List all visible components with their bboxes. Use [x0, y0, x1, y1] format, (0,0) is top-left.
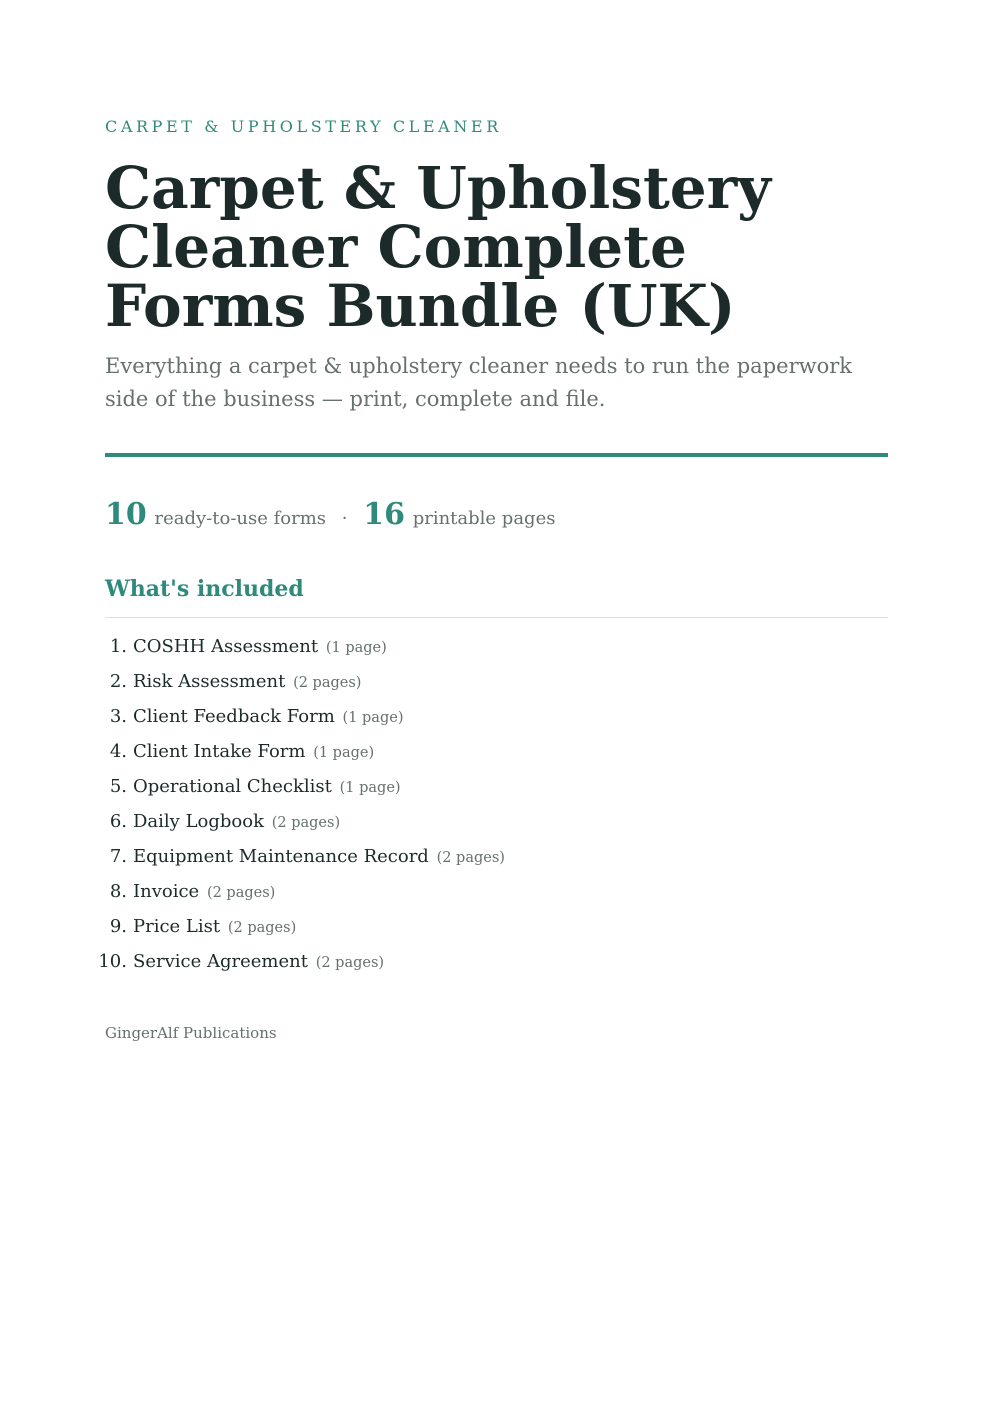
- item-number: 7.: [109, 846, 127, 867]
- item-pages: (2 pages): [227, 920, 297, 936]
- forms-label: ready-to-use forms: [154, 508, 327, 529]
- list-item: [105, 629, 505, 664]
- item-pages: (1 page): [313, 745, 375, 761]
- item-name: Risk Assessment: [133, 671, 286, 692]
- stats-separator: ·: [341, 508, 348, 529]
- item-pages: (1 page): [342, 710, 404, 726]
- item-pages: (2 pages): [315, 955, 385, 971]
- item-number: 6.: [109, 811, 127, 832]
- item-name: Equipment Maintenance Record: [133, 846, 429, 867]
- accent-divider: [105, 453, 888, 457]
- page-subtitle: Everything a carpet & upholstery cleaner needs to run the paperwork side of the business — print, complete and file.: [105, 354, 852, 411]
- item-name: COSHH Assessment: [133, 636, 319, 657]
- list-item: [105, 839, 505, 874]
- list-item: [105, 769, 505, 804]
- item-name: Operational Checklist: [133, 776, 332, 797]
- forms-list: [98, 629, 505, 979]
- item-pages: (1 page): [339, 780, 401, 796]
- item-number: 8.: [109, 881, 127, 902]
- item-name: Price List: [133, 916, 221, 937]
- item-number: 5.: [109, 776, 127, 797]
- title-line: Cleaner Complete: [105, 213, 687, 281]
- forms-count: 10: [105, 497, 147, 532]
- item-pages: (2 pages): [293, 675, 362, 691]
- page-title: [105, 154, 888, 340]
- included-heading: What's included: [105, 576, 304, 602]
- item-number: 10.: [98, 951, 127, 972]
- item-number: 3.: [109, 706, 127, 727]
- list-item: [105, 699, 505, 734]
- title-line: Carpet & Upholstery: [105, 154, 771, 222]
- item-name: Client Feedback Form: [133, 706, 335, 727]
- item-pages: (2 pages): [206, 885, 276, 901]
- item-pages: (2 pages): [271, 815, 341, 831]
- item-name: Client Intake Form: [133, 741, 306, 762]
- bundle-stats: [105, 497, 555, 532]
- item-number: 4.: [109, 741, 127, 762]
- item-name: Service Agreement: [133, 951, 308, 972]
- list-item: [105, 804, 505, 839]
- item-number: 9.: [109, 916, 127, 937]
- list-item: [105, 909, 505, 944]
- item-number: 2.: [109, 671, 127, 692]
- title-line: Forms Bundle (UK): [105, 272, 736, 340]
- pages-label: printable pages: [412, 508, 556, 529]
- item-number: 1.: [109, 636, 127, 657]
- category-eyebrow: CARPET & UPHOLSTERY CLEANER: [105, 117, 502, 136]
- publisher-name: GingerAlf Publications: [105, 1024, 277, 1042]
- item-pages: (2 pages): [436, 850, 505, 866]
- list-item: [105, 874, 505, 909]
- pages-count: 16: [363, 497, 405, 532]
- item-name: Invoice: [133, 881, 200, 902]
- section-divider: [105, 617, 888, 618]
- list-item: [98, 944, 505, 979]
- list-item: [105, 734, 505, 769]
- item-pages: (1 page): [325, 640, 387, 656]
- list-item: [105, 664, 505, 699]
- item-name: Daily Logbook: [133, 811, 264, 832]
